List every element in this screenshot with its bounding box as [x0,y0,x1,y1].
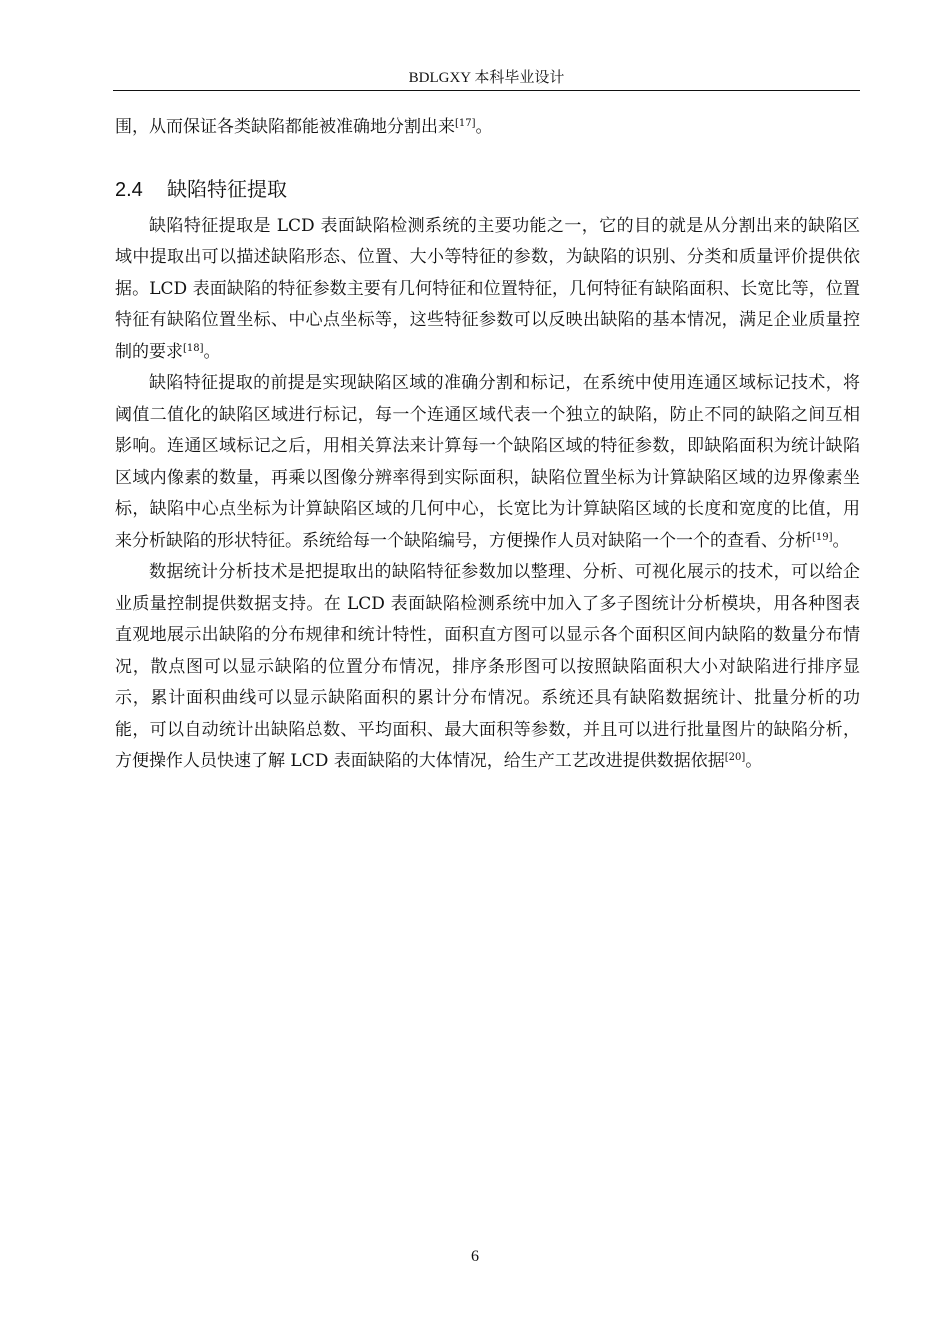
citation: [19] [812,531,833,543]
citation: [18] [183,342,204,354]
section-number: 2.4 [115,178,143,201]
page-number: 6 [471,1248,479,1265]
paragraph-text: 缺陷特征提取是 LCD 表面缺陷检测系统的主要功能之一，它的目的就是从分割出来的缺陷区域中提取出可以描述缺陷形态、位置、大小等特征的参数，为缺陷的识别、分类和质量评价提供依据。LCD 表面缺陷的特征参数主要有几何特征和位置特征，几何特征有缺陷面积、长宽比等，位置特征有缺陷位置坐标、中心点坐标等，这些特征参数可以反映出缺陷的基本情况，满足企业质量控制的要求 [115,215,860,362]
body-paragraph [115,211,860,369]
page-content [115,112,860,778]
paragraph-tail: 。 [745,751,763,771]
section-heading [115,172,860,207]
body-paragraph [115,557,860,778]
citation: [20] [724,752,746,763]
body-paragraph [115,368,860,557]
header-title: BDLGXY 本科毕业设计 [408,70,565,86]
paragraph-text: 围，从而保证各类缺陷都能被准确地分割出来 [115,117,455,137]
paragraph-text: 缺陷特征提取的前提是实现缺陷区域的准确分割和标记，在系统中使用连通区域标记技术，将阈值二值化的缺陷区域进行标记，每一个连通区域代表一个独立的缺陷，防止不同的缺陷之间互相影响。连通区域标记之后，用相关算法来计算每一个缺陷区域的特征参数，即缺陷面积为统计缺陷区域内像素的数量，再乘以图像分辨率得到实际面积，缺陷位置坐标为计算缺陷区域的边界像素坐标，缺陷中心点坐标为计算缺陷区域的几何中心，长宽比为计算缺陷区域的长度和宽度的比值，用来分析缺陷的形状特征。系统给每一个缺陷编号，方便操作人员对缺陷一个一个的查看、分析 [115,373,860,551]
paragraph-tail: 。 [203,341,221,362]
page-header [113,60,860,91]
paragraph-text: 数据统计分析技术是把提取出的缺陷特征参数加以整理、分析、可视化展示的技术，可以给企业质量控制提供数据支持。在 LCD 表面缺陷检测系统中加入了多子图统计分析模块，用各种图表直观地展示出缺陷的分布规律和统计特性，面积直方图可以显示各个面积区间内缺陷的数量分布情况，散点图可以显示缺陷的位置分布情况，排序条形图可以按照缺陷面积大小对缺陷进行排序显示，累计面积曲线可以显示缺陷面积的累计分布情况。系统还具有缺陷数据统计、批量分析的功能，可以自动统计出缺陷总数、平均面积、最大面积等参数，并且可以进行批量图片的缺陷分析，方便操作人员快速了解 LCD 表面缺陷的大体情况，给生产工艺改进提供数据依据 [115,562,860,771]
continuation-paragraph [115,112,860,144]
citation: [17] [455,118,476,129]
paragraph-tail: 。 [475,117,493,137]
paragraph-tail: 。 [832,530,850,551]
section-title: 缺陷特征提取 [167,176,287,201]
